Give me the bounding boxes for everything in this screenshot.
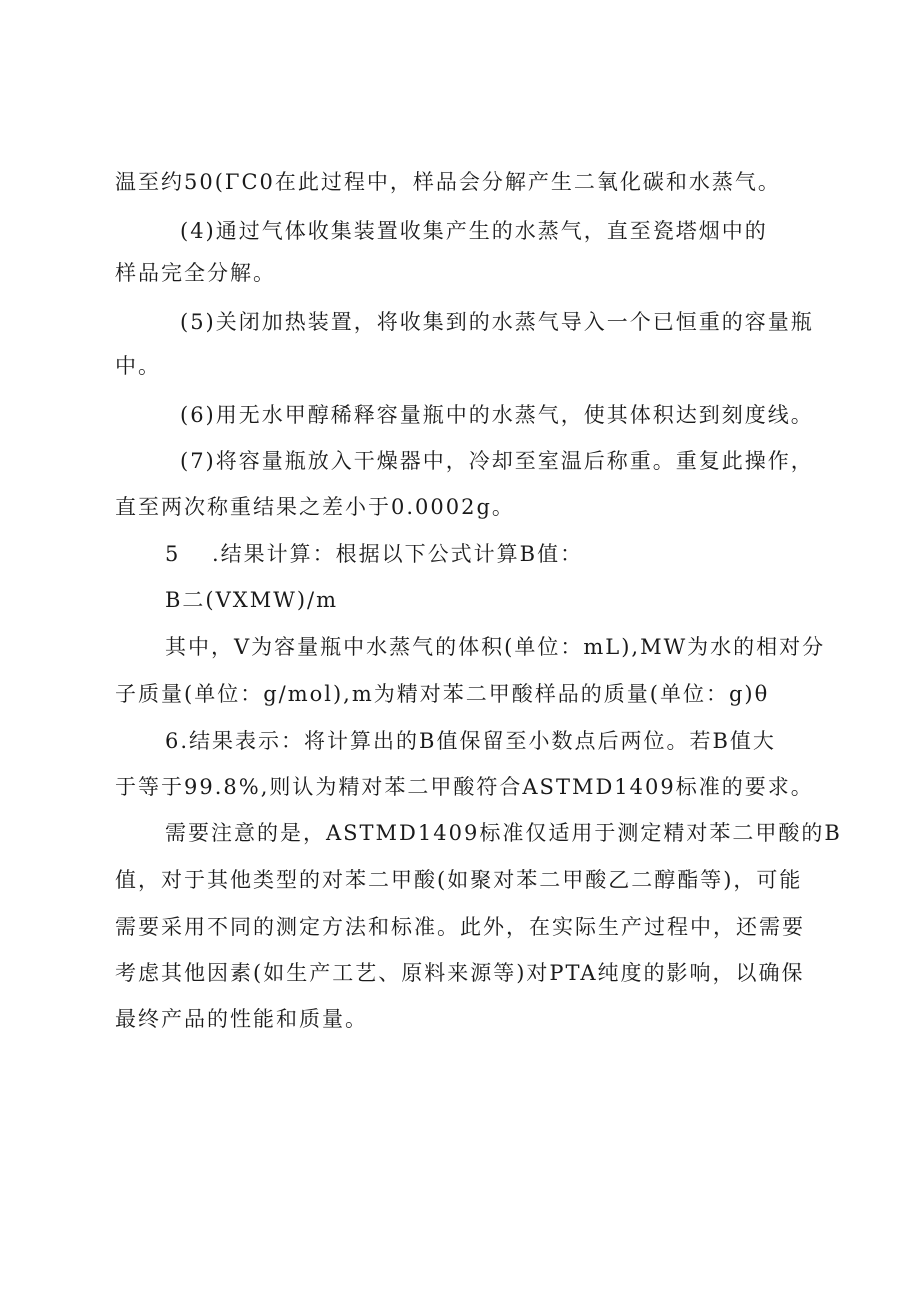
text-line-3: 样品完全分解。 (115, 261, 276, 285)
text-line-13: 子质量(单位：g/mol),m为精对苯二甲酸样品的质量(单位：g)θ (115, 682, 770, 706)
text-line-5: 中。 (115, 354, 161, 378)
text-line-4: (5)关闭加热装置，将收集到的水蒸气导入一个已恒重的容量瓶 (180, 310, 814, 334)
text-line-6: (6)用无水甲醇稀释容量瓶中的水蒸气，使其体积达到刻度线。 (180, 403, 814, 427)
text-line-15: 于等于99.8%,则认为精对苯二甲酸符合ASTMD1409标准的要求。 (115, 775, 814, 799)
formula-line: B二(VXMW)/m (165, 588, 339, 612)
section-5-number: 5 (165, 542, 181, 566)
text-line-1: 温至约50(ΓC0在此过程中，样品会分解产生二氧化碳和水蒸气。 (115, 170, 781, 194)
section-5-heading: .结果计算：根据以下公式计算B值： (212, 542, 584, 566)
note-line-3: 需要采用不同的测定方法和标准。此外，在实际生产过程中，还需要 (115, 915, 805, 939)
text-line-8: 直至两次称重结果之差小于0.0002g。 (115, 495, 515, 519)
note-line-4: 考虑其他因素(如生产工艺、原料来源等)对PTA纯度的影响，以确保 (115, 961, 805, 985)
section-6-line: 6.结果表示：将计算出的B值保留至小数点后两位。若B值大 (165, 729, 776, 753)
note-line-5: 最终产品的性能和质量。 (115, 1007, 368, 1031)
note-line-2: 值，对于其他类型的对苯二甲酸(如聚对苯二甲酸乙二醇酯等)，可能 (115, 868, 803, 892)
text-line-2: (4)通过气体收集装置收集产生的水蒸气，直至瓷塔烟中的 (180, 219, 768, 243)
note-line-1: 需要注意的是，ASTMD1409标准仅适用于测定精对苯二甲酸的B (165, 821, 842, 845)
text-line-7: (7)将容量瓶放入干燥器中，冷却至室温后称重。重复此操作， (180, 449, 814, 473)
text-line-12: 其中，V为容量瓶中水蒸气的体积(单位：mL),MW为水的相对分 (165, 635, 826, 659)
